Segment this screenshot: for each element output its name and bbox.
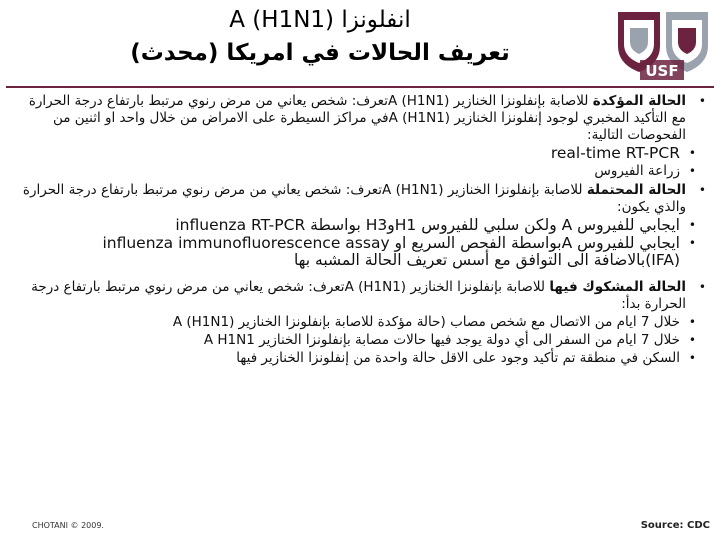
bullet-icon: • bbox=[688, 218, 696, 232]
bullet-icon: • bbox=[688, 236, 696, 250]
list-item-probable-criterion-2 bbox=[18, 235, 708, 269]
list-item-test-culture bbox=[18, 163, 708, 180]
bullet-icon: • bbox=[688, 315, 696, 329]
confirmed-case-text: للاصابة بإنفلونزا الخنازير A (H1N1)تعرف: شخص يعاني من مرض رنوي مرتبط بارتفاع درجة الحرارة مع التأكيد المخبري لوجود إنفلونزا الخنازير A (H1N1)في مراكز السيطرة على الامراض من خلال واحد او اثنين من الفحوصات التالية: bbox=[28, 93, 686, 143]
list-item-suspected-criterion-3 bbox=[18, 350, 708, 367]
probable-case-term: الحالة المحتملة bbox=[586, 182, 686, 198]
suspected-case-term: الحالة المشكوك فيها bbox=[549, 279, 686, 295]
bullet-icon: • bbox=[698, 183, 706, 197]
slide-content bbox=[18, 91, 708, 367]
title-divider bbox=[6, 86, 714, 88]
probable-case-text: للاصابة بإنفلونزا الخنازير A (H1N1)تعرف: شخص يعاني من مرض رنوي مرتبط بارتفاع درجة الحرارة والذي يكون: bbox=[22, 182, 686, 215]
list-item-probable-criterion-1 bbox=[18, 217, 708, 234]
slide-title-line2: تعريف الحالات في امريكا (محدث) bbox=[130, 40, 510, 66]
suspected-criterion-1-text: خلال 7 ايام من الاتصال مع شخص مصاب (حالة مؤكدة للاصابة بإنفلونزا الخنازير A (H1N1) bbox=[172, 314, 680, 330]
bullet-icon: • bbox=[688, 146, 696, 160]
bullet-icon: • bbox=[688, 333, 696, 347]
copyright-notice: CHOTANI © 2009. bbox=[32, 521, 104, 530]
list-item-probable-case bbox=[18, 182, 708, 216]
list-item-suspected-case bbox=[18, 279, 708, 313]
confirmed-case-term: الحالة المؤكدة bbox=[592, 93, 686, 109]
test-rt-pcr-text: real-time RT-PCR bbox=[550, 144, 680, 162]
slide-title-line1: انفلونزا A (H1N1) bbox=[229, 7, 411, 33]
suspected-criterion-2-text: خلال 7 ايام من السفر الى أي دولة يوجد فيها حالات مصابة بإنفلونزا الخنازير A H1N1 bbox=[203, 332, 680, 348]
slide-title bbox=[40, 6, 600, 67]
test-culture-text: زراعة الفيروس bbox=[594, 163, 680, 179]
list-item-suspected-criterion-1 bbox=[18, 314, 708, 331]
suspected-criterion-3-text: السكن في منطقة تم تأكيد وجود على الاقل حالة واحدة من إنفلونزا الخنازير فيها bbox=[236, 350, 680, 366]
list-item-test-rt-pcr bbox=[18, 145, 708, 162]
bullet-icon: • bbox=[688, 164, 696, 178]
source-credit: Source: CDC bbox=[640, 520, 710, 531]
list-item-confirmed-case bbox=[18, 93, 708, 144]
suspected-case-text: للاصابة بإنفلونزا الخنازير A (H1N1)تعرف: شخص يعاني من مرض رنوي مرتبط بارتفاع درجة الحرارة بدأ: bbox=[31, 279, 686, 312]
probable-criterion-2-text: ايجابي للفيروس Aبواسطة الفحص السريع او influenza immunofluorescence assay (IFA)بالاضافة الى التوافق مع أسس تعريف الحالة المشبه بها bbox=[102, 234, 680, 269]
bullet-icon: • bbox=[698, 280, 706, 294]
logo-text: USF bbox=[645, 62, 679, 80]
list-item-suspected-criterion-2 bbox=[18, 332, 708, 349]
university-logo bbox=[610, 2, 714, 90]
bullet-icon: • bbox=[688, 351, 696, 365]
bullet-icon: • bbox=[698, 94, 706, 108]
probable-criterion-1-text: ايجابي للفيروس A ولكن سلبي للفيروس H1وH3 بواسطة influenza RT-PCR bbox=[175, 216, 680, 234]
